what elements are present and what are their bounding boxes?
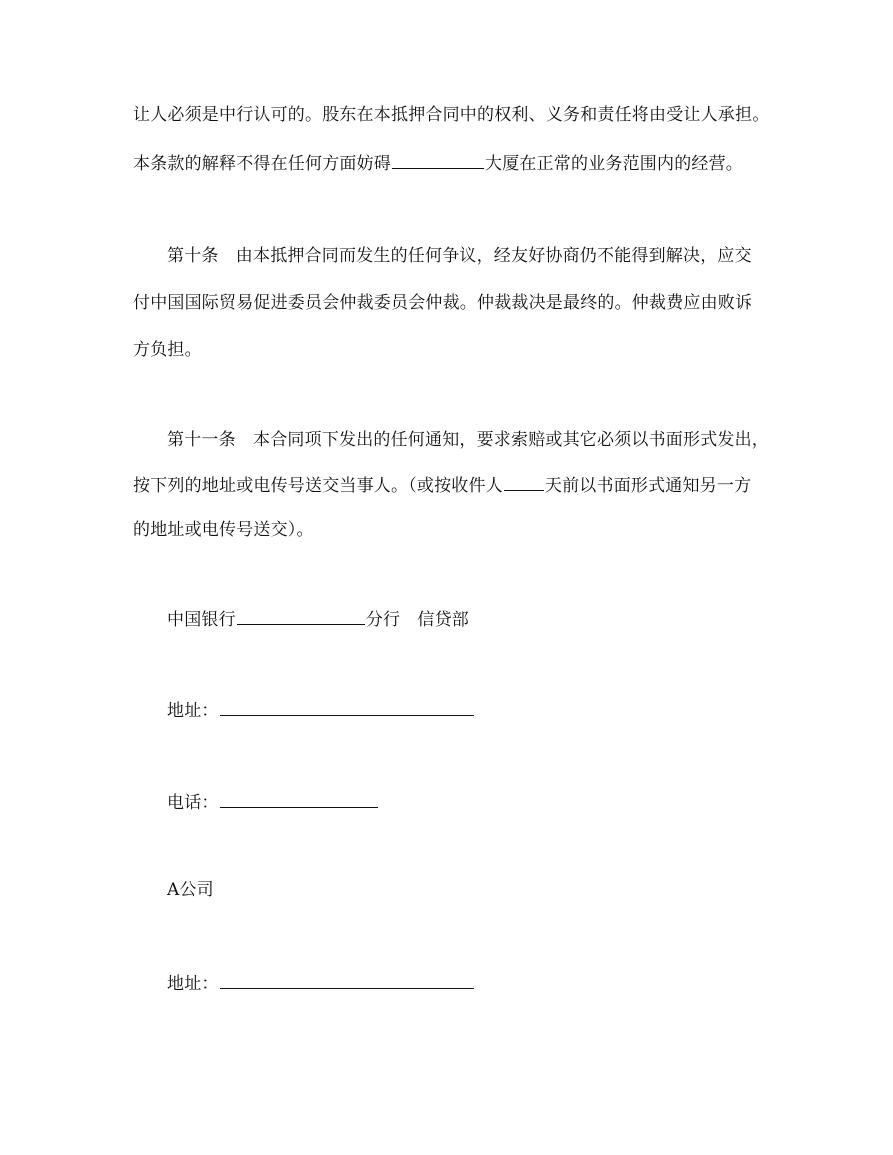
article-11-text: 按下列的地址或电传号送交当事人。（或按收件人 [133, 476, 503, 496]
company-name-line [167, 878, 214, 902]
article-11-text: 第十一条 本合同项下发出的任何通知，要求索赔或其它必须以书面形式发出， [167, 430, 769, 450]
article-10-text: 方负担。 [133, 340, 202, 360]
article-10-text: 付中国国际贸易促进委员会仲裁委员会仲裁。仲裁裁决是最终的。仲裁费应由败诉 [133, 293, 753, 313]
address-blank [220, 697, 474, 716]
article-11-text: 天前以书面形式通知另一方 [544, 476, 752, 496]
bank-address-line [167, 697, 475, 723]
paragraph-text: 大厦在正常的业务范围内的经营。 [485, 154, 743, 174]
article-10-text: 第十条 由本抵押合同而发生的任何争议，经友好协商仍不能得到解决，应交 [167, 246, 752, 266]
paragraph-text: 本条款的解释不得在任何方面妨碍 [133, 154, 391, 174]
paragraph-line [133, 150, 743, 176]
paragraph-text: 让人必须是中行认可的。股东在本抵押合同中的权利、义务和责任将由受让人承担。 [133, 105, 770, 125]
phone-blank [220, 789, 378, 808]
company-name: A公司 [167, 880, 214, 900]
bank-name-line [167, 606, 469, 632]
bank-name-text: 中国银行 [167, 610, 236, 630]
article-11-line [133, 472, 751, 498]
phone-label: 电话： [167, 793, 219, 813]
fill-blank [392, 150, 484, 169]
bank-dept-text: 分行 信贷部 [365, 610, 470, 630]
article-11-line [133, 518, 314, 542]
article-10-line [133, 338, 202, 362]
article-10-line [167, 244, 752, 268]
article-10-line [133, 291, 752, 315]
article-11-text: 的地址或电传号送交）。 [133, 520, 314, 540]
branch-blank [237, 606, 365, 625]
address-blank [220, 970, 474, 989]
fill-blank [504, 472, 544, 491]
paragraph-line [133, 103, 769, 127]
company-address-line [167, 970, 475, 996]
bank-phone-line [167, 789, 379, 815]
address-label: 地址： [167, 974, 219, 994]
address-label: 地址： [167, 701, 219, 721]
article-11-line [167, 428, 769, 452]
